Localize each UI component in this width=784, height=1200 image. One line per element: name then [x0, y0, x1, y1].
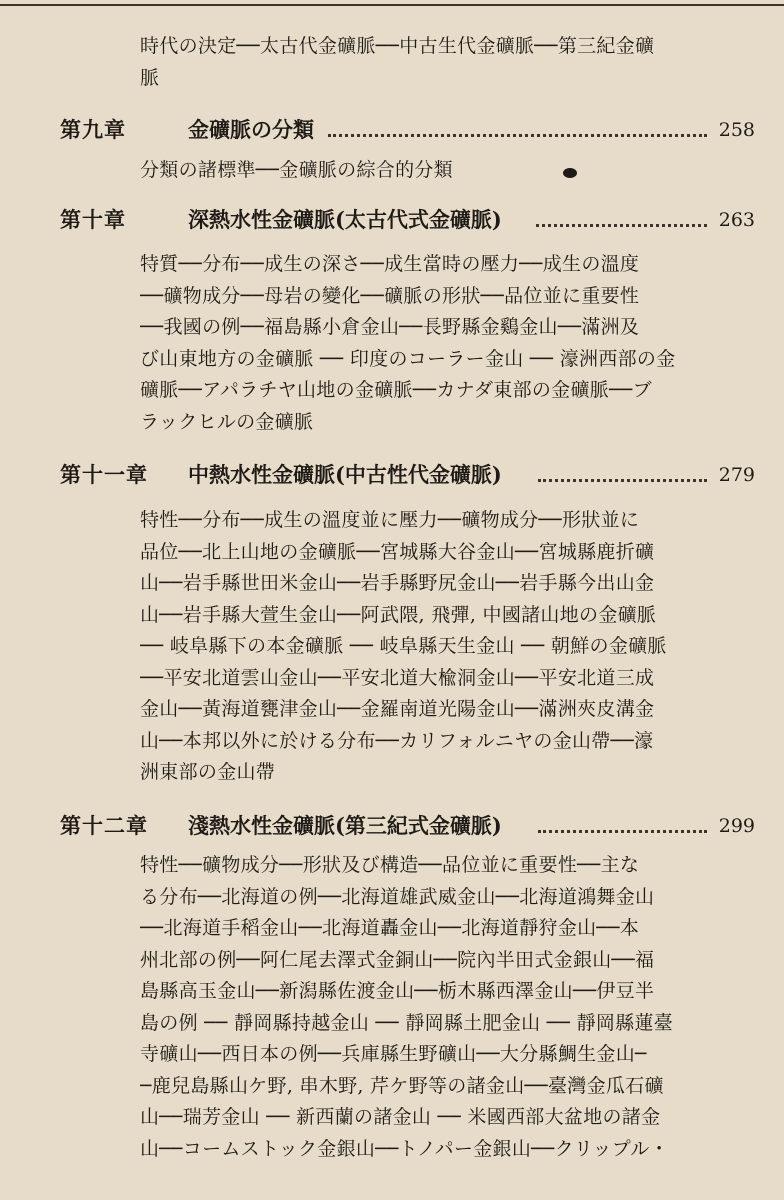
- toc-line: 山──岩手縣大萱生金山──阿武隈, 飛彈, 中國諸山地の金礦脈: [140, 603, 657, 626]
- toc-line: ── 岐阜縣下の本金礦脈 ── 岐阜縣天生金山 ── 朝鮮の金礦脈: [140, 635, 667, 657]
- chapter-heading-9: [60, 114, 755, 146]
- chapter-number: 第十二章: [60, 813, 148, 838]
- top-rule: [0, 4, 784, 6]
- toc-line: 礦脈──アパラチヤ山地の金礦脈──カナダ東部の金礦脈──ブ: [140, 379, 652, 401]
- page-number: 299: [718, 815, 755, 837]
- toc-line: 州北部の例──阿仁尾去澤式金銅山──院內半田式金銀山──福: [140, 948, 655, 971]
- dot-leader: [538, 830, 707, 833]
- toc-line: 時代の決定──太古代金礦脈──中古生代金礦脈──第三紀金礦: [140, 35, 655, 57]
- chapter-number: 第九章: [60, 117, 126, 142]
- toc-line: 金山──黃海道甕津金山──金羅南道光陽金山──滿洲夾皮溝金: [140, 698, 655, 720]
- toc-line: 分類の諸標準──金礦脈の綜合的分類: [140, 159, 453, 181]
- toc-line: 山──瑞芳金山 ── 新西蘭の諸金山 ── 米國西部大盆地の諸金: [140, 1106, 661, 1128]
- toc-line: び山東地方の金礦脈 ── 印度のコーラー金山 ── 濠洲西部の金: [140, 347, 676, 370]
- dot-leader: [536, 224, 707, 227]
- page-number: 258: [718, 119, 755, 141]
- dot-leader: [328, 134, 707, 137]
- chapter-title: 深熱水性金礦脈(太古代式金礦脈): [188, 207, 502, 232]
- toc-line: 品位──北上山地の金礦脈──宮城縣大谷金山──宮城縣鹿折礦: [140, 540, 655, 563]
- toc-line: 山──コームストック金銀山──トノパー金銀山──クリップル・: [140, 1137, 669, 1160]
- page-number: 279: [718, 464, 755, 486]
- chapter-number: 第十章: [60, 207, 126, 232]
- chapter-heading-12: [60, 810, 755, 842]
- chapter-title: 淺熱水性金礦脈(第三紀式金礦脈): [188, 813, 502, 838]
- page-number: 263: [718, 209, 755, 231]
- toc-line: る分布──北海道の例──北海道雄武威金山──北海道鴻舞金山: [140, 885, 655, 908]
- chapter-10-entries: [140, 249, 720, 438]
- toc-line: 山──岩手縣世田米金山──岩手縣野尻金山──岩手縣今出山金: [140, 572, 655, 594]
- ink-blot: [563, 168, 577, 178]
- toc-line: 特性──分布──成生の溫度並に壓力──礦物成分──形狀並に: [140, 509, 640, 531]
- toc-line: 洲東部の金山帶: [140, 761, 276, 783]
- chapter-9-entries: [140, 155, 720, 187]
- toc-line: 脈: [140, 66, 160, 89]
- chapter-title: 金礦脈の分類: [188, 117, 314, 142]
- toc-line: 島縣高玉金山──新潟縣佐渡金山──栃木縣西澤金山──伊豆半: [140, 980, 655, 1002]
- toc-line: ──平安北道雲山金山──平安北道大楡洞金山──平安北道三成: [140, 666, 655, 689]
- toc-line: ─鹿兒島縣山ケ野, 串木野, 芹ケ野等の諸金山──臺灣金瓜石礦: [140, 1074, 664, 1097]
- toc-line: 特質──分布──成生の深さ──成生當時の壓力──成生の溫度: [140, 253, 640, 275]
- chapter-heading-10: [60, 204, 755, 236]
- chapter-title: 中熱水性金礦脈(中古性代金礦脈): [188, 462, 502, 487]
- toc-line: ──我國の例──福島縣小倉金山──長野縣金鷄金山──滿洲及: [140, 316, 640, 338]
- toc-line: ──礦物成分──母岩の變化──礦脈の形狀──品位並に重要性: [140, 284, 640, 307]
- chapter-11-entries: [140, 505, 720, 789]
- chapter-heading-11: [60, 459, 755, 491]
- toc-line: ラックヒルの金礦脈: [140, 410, 314, 433]
- dot-leader: [538, 479, 707, 482]
- toc-line: 寺礦山──西日本の例──兵庫縣生野礦山──大分縣鯛生金山─: [140, 1043, 647, 1065]
- toc-line: ──北海道手稻金山──北海道轟金山──北海道靜狩金山──本: [140, 917, 640, 939]
- chapter-number: 第十一章: [60, 462, 148, 487]
- chapter-12-entries: [140, 850, 720, 1165]
- toc-line: 山──本邦以外に於ける分布──カリフォルニヤの金山帶──濠: [140, 729, 654, 752]
- intro-entries: [140, 31, 720, 94]
- toc-line: 特性──礦物成分──形狀及び構造──品位並に重要性──主な: [140, 854, 640, 876]
- toc-line: 島の例 ── 靜岡縣持越金山 ── 靜岡縣土肥金山 ── 靜岡縣蓮臺: [140, 1011, 674, 1034]
